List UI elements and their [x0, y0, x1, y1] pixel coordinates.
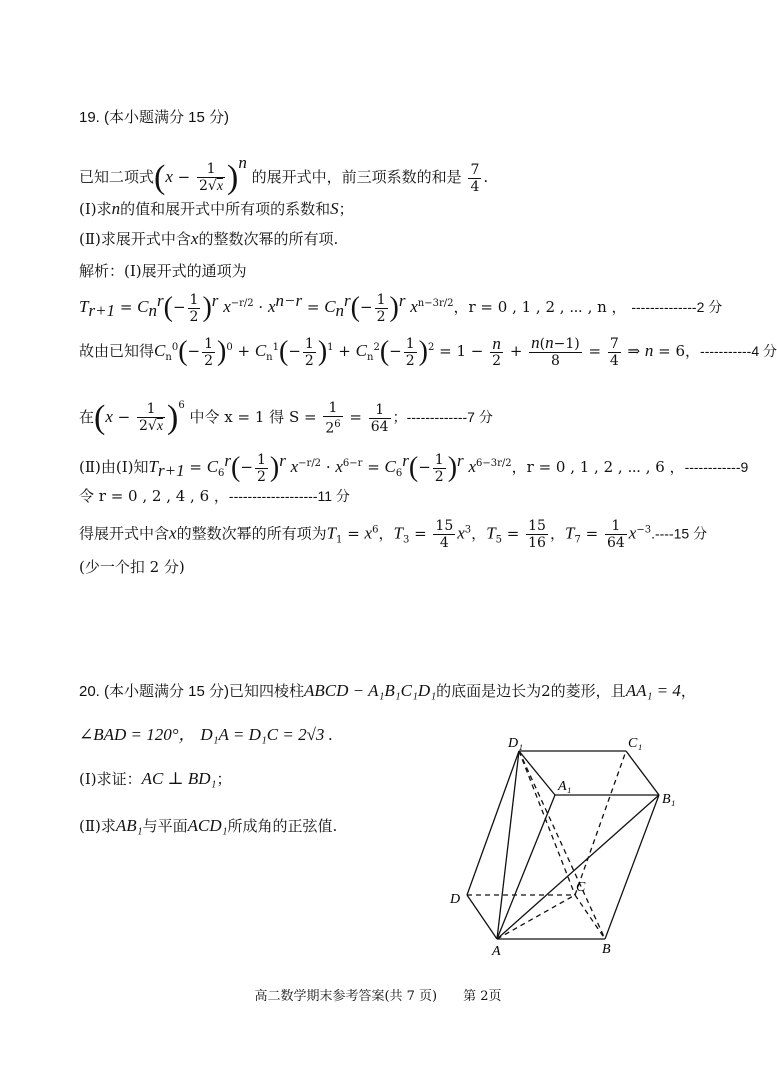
label-a: A [492, 944, 501, 959]
label-d: D [450, 892, 461, 907]
q19-known: 故由已知得$C_n^0(-$ $\frac{1}{2}$ )$^0 + C_n^1(-$ $\frac{1}{2}$ )$^1 + C_n^2(-$ $\frac{1}{2}$ )$^2$ = 1 − $\frac{n}{2}$ + $\frac{n(n-1)}{8}$ = $\frac{7}{4}$ ⇒ n = 6，-----------4 分 [79, 333, 777, 369]
q19-stem: 已知二项式(x − $\frac{1}{2√x}$ )$^n$ 的展开式中，前三项系数的和是 $\frac{7}{4}$ . [79, 153, 489, 196]
q19-part1: (Ⅰ)求n的值和展开式中所有项的系数和S； [79, 199, 354, 218]
q19-header: 19. (本小题满分 15 分) [79, 109, 230, 126]
q19-solution-intro: 解析：(Ⅰ)展开式的通项为 [79, 262, 247, 280]
q20-conditions: ∠BAD = 120°， D₁A = D₁C = 2√3 . [79, 725, 333, 744]
q19-stem-pre: 已知二项式 [79, 168, 155, 186]
q19-part2-solution: (Ⅱ)由(Ⅰ)知$T_{r+1} = C_6^r(-$ $\frac{1}{2}$ )$^r$ $x^{-r/2} \cdot x^{6-r} = C_6^r(-$ $\frac{1}{2}$ )$^r$ $x^{6-3r/2}$，r = 0 , 1 , 2 , ⋯ , 6 ，------------9 [79, 451, 749, 485]
label-c: C [576, 880, 586, 895]
q19-result: 得展开式中含x的整数次幂的所有项为$T_1 = x^6$，$T_3$ = $\frac{15}{4}$ $x^3$，$T_5$ = $\frac{15}{16}$ ，$T_7$ = $\frac{1}{64}$ $x^{-3}.----15$ 分 [79, 518, 708, 551]
q20-part1: (Ⅰ)求证：AC ⊥ BD₁； [79, 769, 232, 788]
label-b: B [602, 942, 611, 957]
q19-general-term: $T_{r+1} = C_n^r(-$ $\frac{1}{2}$ )$^r$ $x^{-r/2} \cdot x^{n-r} = C_n^r(-$ $\frac{1}{2}$ )$^r$ $x^{n-3r/2}$，r = 0 , 1 , 2 , ⋯ , n ， --------------2 分 [79, 291, 723, 325]
q19-part2: (Ⅱ)求展开式中含x的整数次幂的所有项. [79, 229, 339, 248]
page-footer: 高二数学期末参考答案(共 7 页) 第 2页 [254, 989, 502, 1004]
q19-r-values: 令 r = 0 , 2 , 4 , 6 ，-------------------11 分 [79, 487, 350, 505]
q19-deduct-note: (少一个扣 2 分) [79, 558, 185, 576]
prism-figure [440, 735, 690, 960]
q19-stem-post: 的展开式中，前三项系数的和是 [251, 168, 462, 186]
q20-part2: (Ⅱ)求AB₁与平面ACD₁所成角的正弦值. [79, 816, 338, 835]
label-b1: B₁ [662, 792, 676, 807]
label-c1: C₁ [628, 736, 643, 751]
q19-let-x: 在(x − $\frac{1}{2√x}$ )$^6$ 中令 x = 1 得 S = $\frac{1}{2^6}$ = $\frac{1}{64}$ ；-------------7 分 [79, 399, 493, 437]
label-d1: D₁ [508, 736, 523, 751]
label-a1: A₁ [558, 779, 572, 794]
q20-header: 20. (本小题满分 15 分)已知四棱柱ABCD − A₁B₁C₁D₁的底面是边长为2的菱形，且AA₁ = 4， [79, 681, 696, 700]
